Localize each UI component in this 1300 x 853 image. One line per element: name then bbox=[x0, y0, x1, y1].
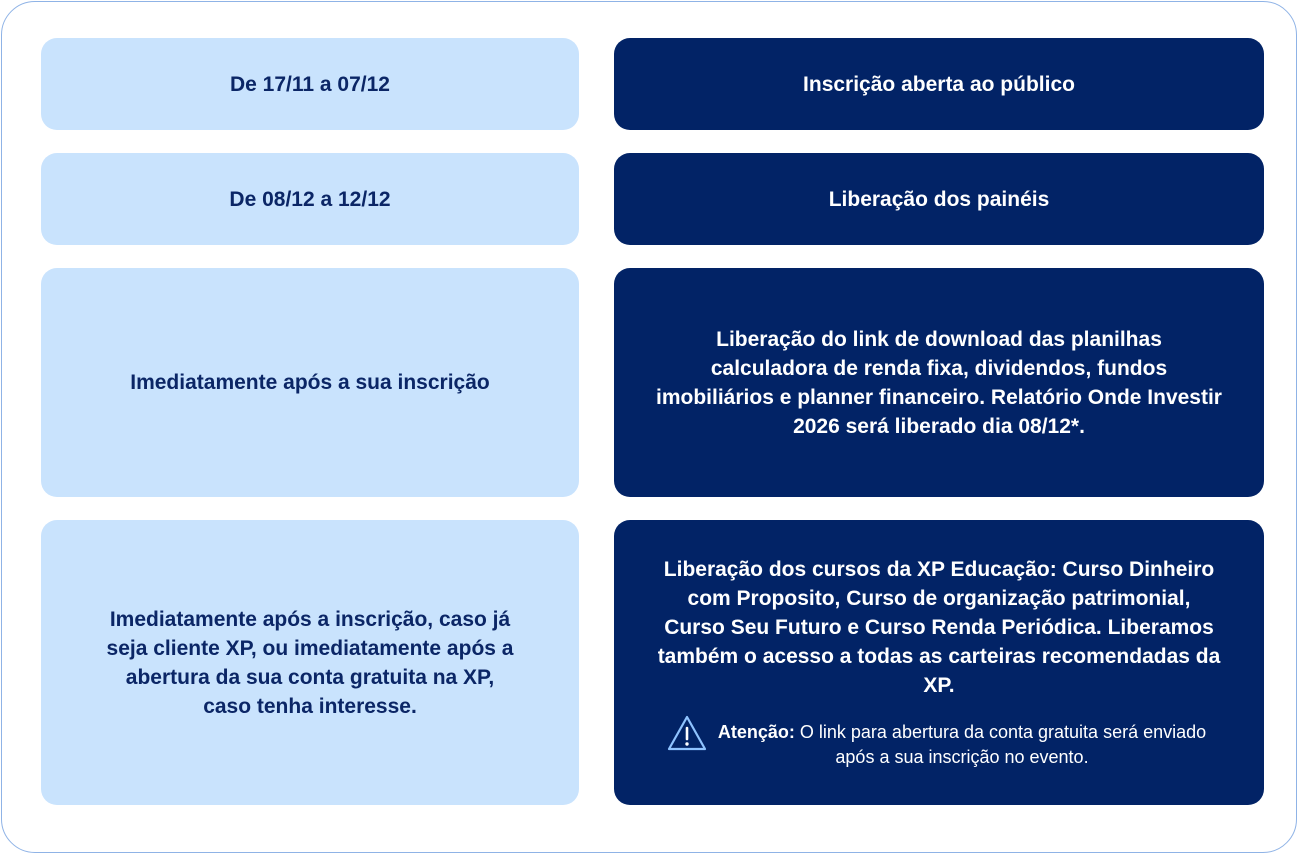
date-text: Imediatamente após a sua inscrição bbox=[130, 371, 490, 394]
schedule-table bbox=[1, 1, 1297, 853]
date-cell-1 bbox=[41, 38, 579, 130]
date-text: De 17/11 a 07/12 bbox=[230, 72, 390, 96]
attention-label: Atenção: bbox=[717, 722, 795, 742]
date-text: Imediatamente após a inscrição, caso já seja cliente XP, ou imediatamente após a abertura da sua conta gratuita na XP, caso tenha interesse. bbox=[106, 607, 514, 718]
event-content bbox=[656, 555, 1222, 770]
date-cell-4 bbox=[41, 520, 579, 805]
event-cell-2 bbox=[614, 153, 1264, 245]
date-cell-3 bbox=[41, 268, 579, 497]
event-text: Liberação dos cursos da XP Educação: Curso Dinheiro com Proposito, Curso de organização patrimonial, Curso Seu Futuro e Curso Renda Periódica. Liberamos também o acesso a todas as carteiras recomendadas da XP. bbox=[657, 558, 1221, 697]
event-text: Inscrição aberta ao público bbox=[803, 72, 1075, 96]
event-cell-1 bbox=[614, 38, 1264, 130]
attention-text bbox=[712, 720, 1212, 770]
event-text: Liberação do link de download das planilhas calculadora de renda fixa, dividendos, fundos imobiliários e planner financeiro. Relatório Onde Investir 2026 será liberado dia 08/12*. bbox=[656, 327, 1222, 438]
event-text: Liberação dos painéis bbox=[828, 187, 1050, 211]
date-cell-2 bbox=[41, 153, 579, 245]
warning-icon bbox=[666, 714, 708, 752]
event-cell-3 bbox=[614, 268, 1264, 497]
attention-message: O link para abertura da conta gratuita será enviado após a sua inscrição no evento. bbox=[799, 722, 1207, 767]
attention-note bbox=[666, 720, 1212, 770]
date-text: De 08/12 a 12/12 bbox=[229, 187, 391, 211]
event-cell-4 bbox=[614, 520, 1264, 805]
